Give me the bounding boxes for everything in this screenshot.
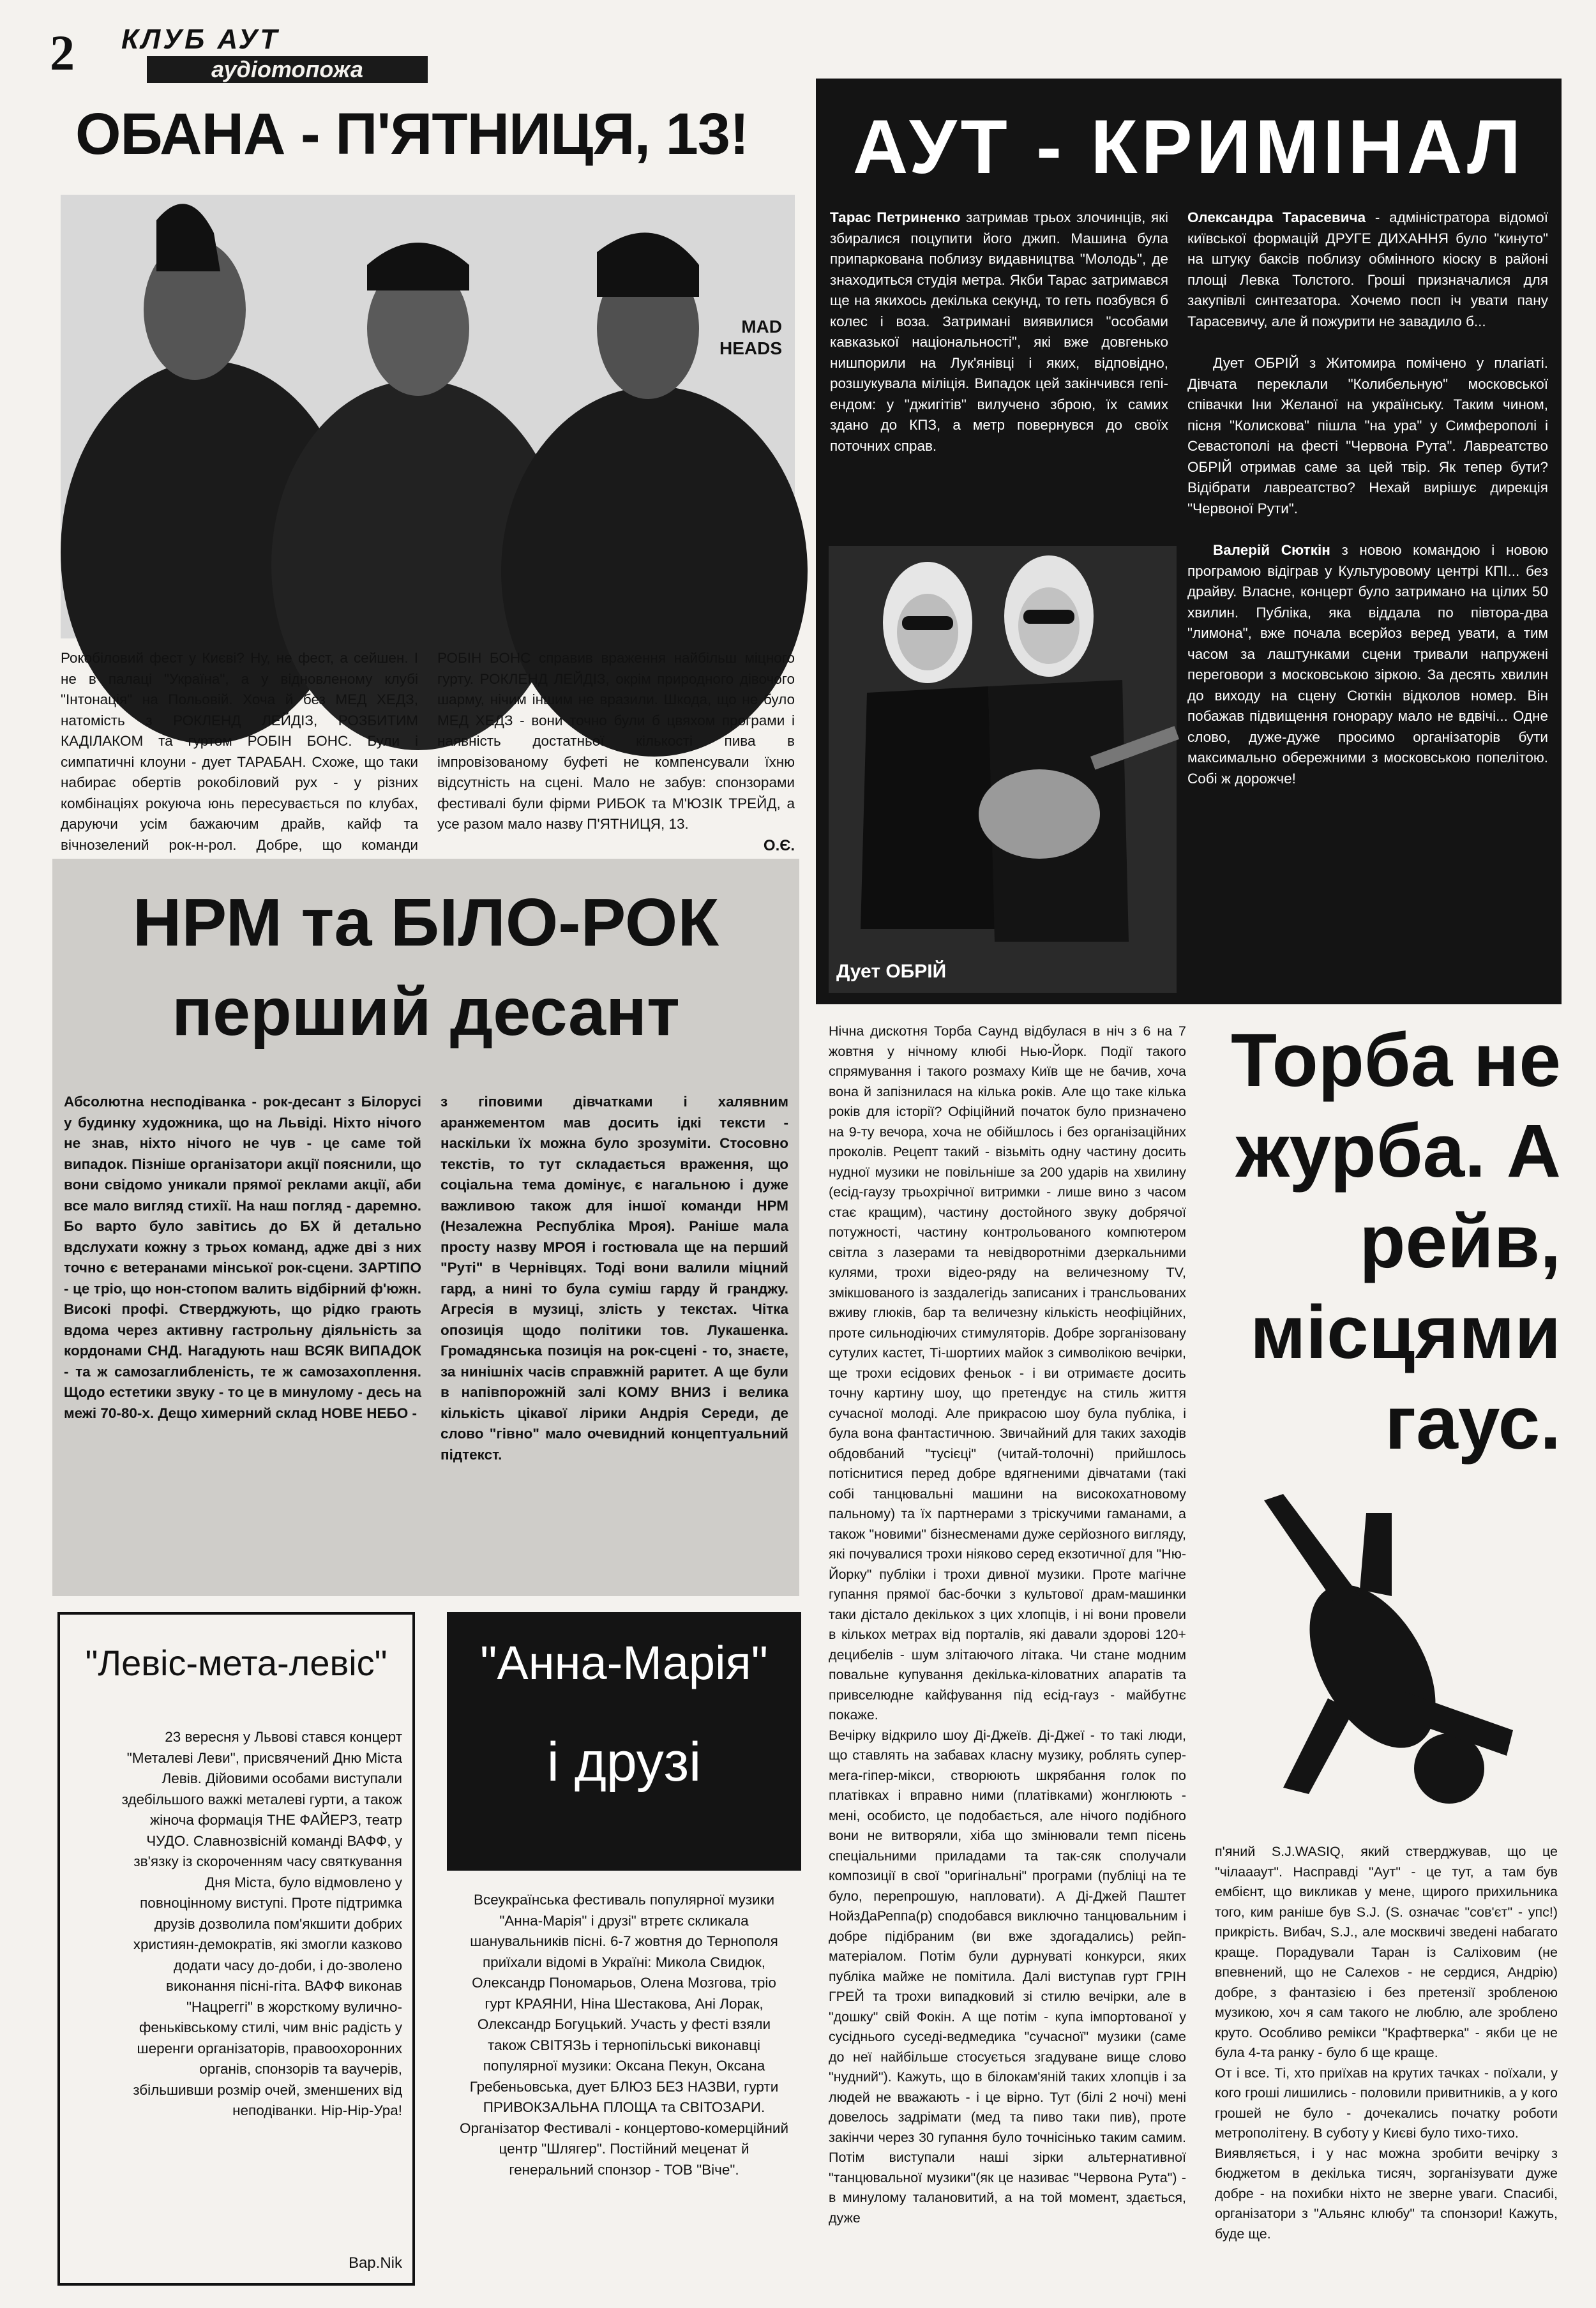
friday-headline: ОБАНА - П'ЯТНИЦЯ, 13! [75,102,749,167]
crime-left-text [830,207,1168,539]
photo-label: MAD HEADS [719,317,782,358]
friday-col1: Рокобіловий фест у Києві? Ну, не фест, а сейшен. І не в палаці "Україна", а у відновленому клубі "Інтонація" на Польовій. Хоча й без МЕД ХЕДЗ, натомість з РОКЛЕНД ЛЕЙДІЗ, РОЗБИТИМ КАДІЛАКОМ та гуртом РОБІН БОНС. Були і симпатичні клоуни - дует ТАРАБАН. Схоже, що таки набирає обертів рокобіловий рух - у різних комбінаціях рокуюча юнь пересувається по клубах, даруючи усім бажаючим драйв, кайф та вічнозелений рок-н-рол. Добре, що команди [61,650,418,853]
crime-right-text [1187,207,1548,996]
anna-maria-headline-line2: і друзі [546,1731,702,1793]
crime-right-p1: - адміністратора відомої київської формацій ДРУГЕ ДИХАННЯ було "кинуто" на штуку баксів поблизу обмінного кіоску в районі площі Левка Толстого. Гроші призначалися для закупівлі синтезатора. Хочемо посп іч увати пану Тарасевичу, але й пожурити не завадило б... [1187,209,1548,329]
nrm-col1-lead: Абсолютна несподіванка [64,1094,246,1110]
masthead-logo-bottom: аудіотопожа [147,56,428,83]
masthead-logo-top: КЛУБ АУТ [121,24,280,55]
diver-figure-icon [1238,1488,1539,1820]
crime-headline: АУТ - КРИМІНАЛ [852,104,1525,190]
obriy-photo [829,546,1177,993]
mad-heads-photo [61,195,795,638]
torba-col2: п'яний S.J.WASIQ, який стверджував, що це "чілаааут". Насправді "Аут" - це тут, а там був ембієнт, що викликав у мене, щирого прихильника того, ким раніше був S.J. (S. означає "сов'єт" - упс!) прикрість. Вибач, S.J., але москвичі зведені набагато краще. Порадували Таран із Саліховим (не впевнений, що не Салехов - не сердися, Андрію) добре, з фантазією і без претензії зробленою музикою, хоч я сам такого не люблю, але зроблено круто. Особливо ремікси "Крафтверка" - якби це не була 4-та ранку - було б ще краще. От і все. Ті, хто приїхав на крутих тачках - поїхали, у кого гроші лишились - половили привитників, а у кого грошей не було - дочекались початку роботи метрополітену. В суботу у Києві було тихо-тихо. Виявляється, і у нас можна зробити вечірку з бюджетом в декілька тисяч, зорганізувати дуже добре - на похибки ніхто не зверне уваги. Спасибі, організатори з "Альянс клюбу" та спонзори! Кажуть, буде ще. [1215,1844,1558,2242]
crime-left-lead: Тарас Петриненко [830,209,961,225]
friday-signature: О.Є. [763,837,795,854]
anna-maria-text: Всеукраїнська фестиваль популярної музики "Анна-Марія" і друзі" втретє скликала шанувальників пісні. 6-7 жовтня до Тернополя приїхали відомі в Україні: Микола Свидюк, Олександр Пономарьов, Олена Мозгова, тріо гурт КРАЯНИ, Ніна Шестакова, Ані Лорак, Олександр Богуцький. Участь у фесті взяли також СВІТЯЗЬ і тернопільські виконавці популярної музики: Оксана Пекун, Оксана Гребеньовська, дует БЛЮЗ БЕЗ НАЗВИ, гурти ПРИВОКЗАЛЬНА ПЛОЩА та СВІТОЗАРИ. Організатор Фестивалі - концертово-комерційний центр "Шлягер". Постійний меценат й генеральний спонзор - ТОВ "Віче". [460,1892,789,2178]
masthead-logo [121,26,437,84]
levis-headline: "Левіс-мета-левіс" [85,1643,388,1683]
torba-headline: Торба не журба. А рейв, місцями гаус. [1231,1018,1561,1465]
nrm-col1 [64,1092,421,1590]
crime-right-p3-lead: Валерій Сюткін [1213,542,1330,558]
crime-left-body: затримав трьох злочинців, які збиралися поцупити його джип. Машина була припаркована поблизу видавництва "Молодь", де знаходиться студія метра. Якби Тарас затримався ще на якихось декілька секунд, то геть позбувся б колес і воза. Затримані виявилися "особами кавказької національності", які вже довгенько нишпорили на Лук'янівці і яких, відповідно, розшукувала міліція. Випадок цей закінчився гепі-ендом: у "джигітів" вилучено зброю, їх самих здано до КПЗ, а метр повернувся до своїх поточних справ. [830,209,1168,454]
torba-col1: Нічна дискотня Торба Саунд відбулася в ніч з 6 на 7 жовтня у нічному клюбі Нью-Йорк. Події такого спрямування і такого розмаху Київ ще не бачив, хоча вона й запізнилася на кілька років. Але що таке кілька років для історії? Офіційний початок було призначено на 9-ту вечора, хоча не обійшлось і без організаційних проколів. Рецепт такий - візьміть одну частину досить нудної музики не повільніше за 200 ударів на хвилину (есід-гаузу трьохрічної витримки - лише вино з часом стає кращим), частину достойного звуку добрячої потужності, частину контрольованого компютером світла з лазерами та невідворотніми дзеркальними кулями, трохи відео-ряду на величезному TV, змікшованого із заздалегідь записаних і трансльованих вживу глюків, бар та величезну кількість неофіційних, проте сильнодіючих стимуляторів. Добре зорганізовану сутулих кастет, Ті-шортиих майок з символікою вечірки, ще трохи есідових феньок - і ви отримаєте досить точну картину шоу, що претендує на стиль життя сучасної молоді. Але прикрасою шоу була публіка, і була вона фантастичною. Звичайний для таких заходів обдовбаний "тусієці" (читай-толочні) прийшлось потіснитися перед добре вдягненими дівчатами (такі собі танцювальні машини на високохатновому пальному) та їх партнерами з тріскучими гаманами, а також "новими" бізнесменами дуже серйозного вигляду, які почувалися трохи ніяково серед екзотичної для "Ню-Йорку" публіки і трохи дивної музики. Проте магічне гупання прямої бас-бочки з культової драм-машинки таки дістало декількох з цих хлопців, і ні вони провели в кількох метрах від порталів, які давали здорові 120+ децибелів - шум злітаючого літака. Чи стане модним повальне купування декілька-кіловатних апаратів та привселюдне кайфування під есід-гауз - майбутнє покаже. Вечірку відкрило шоу Ді-Джеїв. Ді-Джеї - то такі люди, що ставлять на забавах класну музику, роблять супер-мега-гіпер-мікси, створюють шкрябання голок по платівках і вправно ними (платівками) жонглюють - мені, особисто, це подобається, але нічого подібного вони не витворяли, хіба що змінювали темп пісень спеціальними приладами та так-сяк сполучали композиції в свої "оригінальні" програми (публіці на те було, перепрошую, напловати). А Ді-Джей Паштет НойзДаРеппа(р) сподобався виключно танцювальним і добре підібраним (ви вже здогадались) рейп-матеріалом. Потім були дурнуваті конкурси, яких публіка майже не помітила. Далі виступав гурт ГРІН ГРЕЙ та трохи випадковий зі стилю вечірки, але в "дошку" свій Фокін. А ще потім - купа імпортованої у сусіднього суседі-ведмедика "сучасної" музики (саме до неї найбільше стосується згадуване вище слово "нудний"). Кажуть, що в білокам'яній таких хлопців і за людей не вважають - і це вірно. Тут (білі 2 ночі) мені довелось задрімати (мед та пиво таки пив), проте закінчи через 30 гупання було точнісінько таким самим. Потім виступали наші зірки альтернативної "танцювальної музики"(як це називає "Червона Рута") - в минулому талановитий, а на той момент, здається, дуже [829,1023,1186,2226]
crime-right-p1-lead: Олександра Тарасевича [1187,209,1366,225]
nrm-col1-body: - рок-десант з Білорусі у будинку художника, що на Львіді. Ніхто нічого не знав, ніхто нічого не чув - це саме той випадок. Пізніше організатори акції пояснили, що вони свідомо уникали прямої реклами акції, аби все мало вигляд стихії. На наш погляд - даремно. Бо варто було завітись до БХ й детально вдслухати кожну з трьох команд, адже дві з них точно є ветеранами мінської рок-сцени. ЗАРТІПО - це тріо, що нон-стопом валить відбірний ф'южн. Високі профі. Стверджують, що рідко грають вдома через активну гастрольну діяльність за кордонами СНД. Нагадують наш ВСЯК ВИПАДОК - та ж самозаглибленість, те ж самозахоплення. Щодо естетики звуку - то це в минулому - десь на межі 70-80-х. Дещо химерний склад НОВЕ НЕБО - [64,1094,421,1421]
page-number: 2 [50,25,75,80]
obriy-caption: Дует ОБРІЙ [836,961,947,982]
crime-right-p2: Дует ОБРІЙ з Житомира помічено у плагіаті. Дівчата переклали "Колибельную" московської співачки Іни Желаної на українську. Таким чином, пісня "Колискова" пішла "на ура" у Симферополі і Севастополі на фесті "Червона Рута". Лавреатство ОБРІЙ отримав саме за цей твір. Як тепер бути? Відібрати лавреатство? Нехай вирішує дирекція "Червоної Рути". [1187,355,1548,517]
crime-right-p3: з новою командою і новою програмою відіграв у Культуровому центрі КПІ... без драйву. Власне, концерт було затримано на цілих 50 хвилин. Публіка, яка віддала по півтора-два "лимона", вже почала всерйоз веред увати, а тим часом за лаштунками сцени тривали напружені переговори з московською зіркою. За десять хвилин до виходу на сцену Сюткін відколов номер. Він побажав підвищення гонорару мало не вдвічі... Одне слово, дуже-дуже просимо організаторів бути максимально обережними з московською попелітою. Собі ж дорожче! [1187,542,1548,787]
anna-maria-headline-line1: "Анна-Марія" [480,1636,768,1689]
levis-signature: Вар.Nik [348,2254,402,2272]
nrm-col2: з гіповими дівчатками і халявним аранжементом мав досить ідкі тексти - наскільки їх можна було зрозуміти. Стосовно текстів, то тут складається враження, що соціальна тема домінує, є нагальною і дуже важливою також для іншої команди НРМ (Незалежна Республіка Мроя). Раніше мала просту назву МРОЯ і гостювала ще на перший "Руті" в Чернівцях. Тоді вони валили міцний гард, а нині то була суміш гарду й гранджу. Агресія в музиці, злість у текстах. Чітка опозиція щодо політики тов. Лукашенка. Громадянська позиція на рок-сцені - то, знаєте, за нинішніх часів справжній раритет. А ще були в напівпорожній залі КОМУ ВНИЗ і велика кількість цікавої лірики Андрія Середи, де слово "гівно" мало очевидний концептуальний підтекст. [440,1094,788,1463]
nrm-headline-line1: НРМ та БІЛО-РОК [132,885,719,960]
levis-text: 23 вересня у Львові стався концерт "Металеві Леви", присвячений Дню Міста Левів. Дійовими особами виступали здебільшого важкі металеві гурти, а також жіноча формація THE ФАЙЕРЗ, театр ЧУДО. Славнозвісній команді ВАФФ, у зв'язку із скороченням часу святкування Дня Міста, було відмовлено у повноцінному виступі. Проте підтримка друзів дозволила пом'якшити добрих християн-демократів, які змогли казково додати часу до-доби, і до-зволено виконання пісні-гіта. ВАФФ виконав "Нацреггі" в жорсткому вулично-феньківському стилі, чим вніс радість у шеренги організаторів, правоохоронних органів, спонзорів та ваучерів, збільшивши розмір очей, зменшених від неподіванки. Hip-Hip-Ура! [121,1729,402,2118]
friday-col2: РОБІН БОНС справив враження найбільш міцного гурту. РОКЛЕНД ЛЕЙДІЗ, окрім природного дівочого шарму, нічим іншим не вразили. Шкода, що не було МЕД ХЕДЗ - вони точно були б цвяхом програми і наявність достатньої кількості пива в імпровізованому буфеті не компенсували їхню відсутність на сцені. Мало не забув: спонзорами фестивалі були фірми РИБОК та М'ЮЗІК ТРЕЙД, а усе разом мало назву П'ЯТНИЦЯ, 13. [437,650,795,832]
nrm-headline-line2: перший десант [172,974,680,1050]
